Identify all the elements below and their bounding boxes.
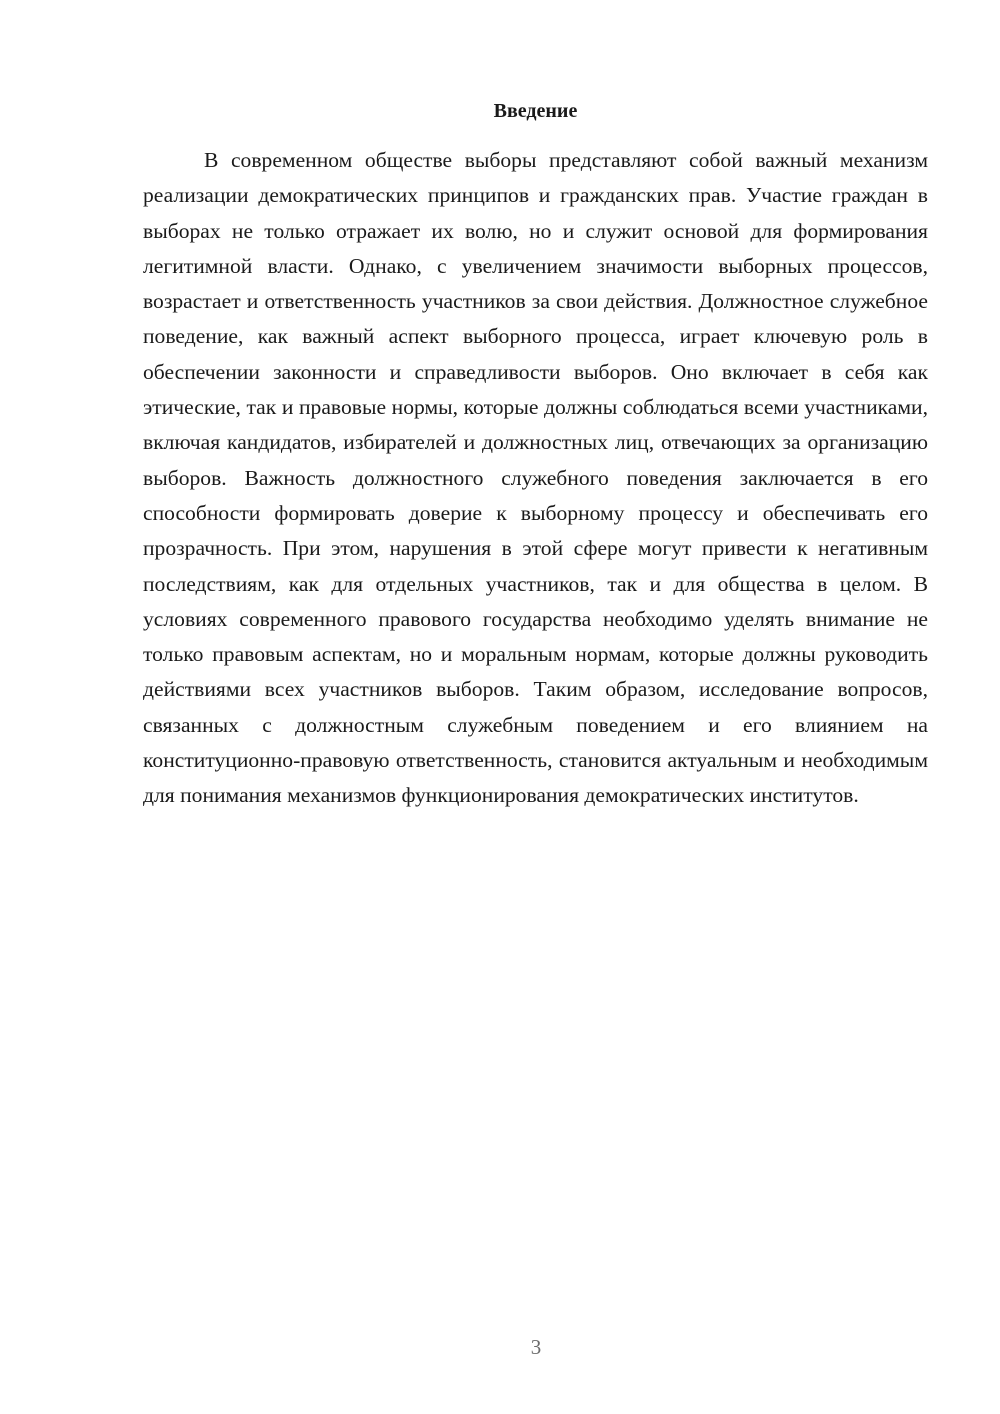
page-number: 3 bbox=[530, 1335, 542, 1359]
body-paragraph: В современном обществе выборы представляют собой важный механизм реализации демократических принципов и гражданских прав. Участие граждан в выборах не только отражает их волю, но и служит основой для формирования легитимной власти. Однако, с увеличением значимости выборных процессов, возрастает и ответственность участников за свои действия. Должностное служебное поведение, как важный аспект выборного процесса, играет ключевую роль в обеспечении законности и справедливости выборов. Оно включает в себя как этические, так и правовые нормы, которые должны соблюдаться всеми участниками, включая кандидатов, избирателей и должностных лиц, отвечающих за организацию выборов. Важность должностного служебного поведения заключается в его способности формировать доверие к выборному процессу и обеспечивать его прозрачность. При этом, нарушения в этой сфере могут привести к негативным последствиям, как для отдельных участников, так и для общества в целом. В условиях современного правового государства необходимо уделять внимание не только правовым аспектам, но и моральным нормам, которые должны руководить действиями всех участников выборов. Таким образом, исследование вопросов, связанных с должностным служебным поведением и его влиянием на конституционно-правовую ответственность, становится актуальным и необходимым для понимания механизмов функционирования демократических институтов. bbox=[143, 148, 928, 808]
section-heading: Введение bbox=[493, 100, 578, 122]
